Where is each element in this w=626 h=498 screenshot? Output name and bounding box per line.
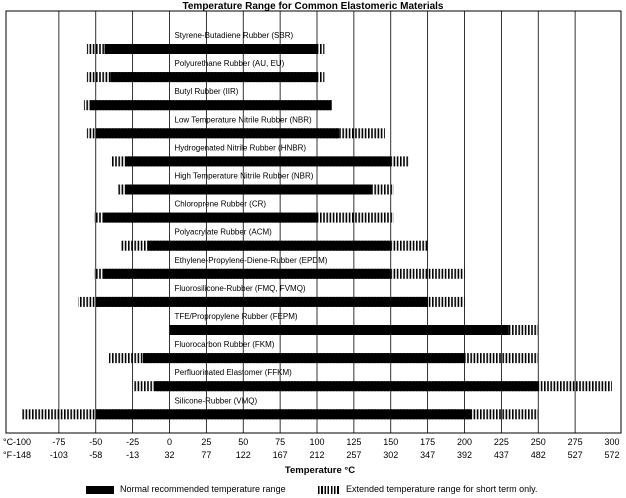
x-tick-label-f: 572 (604, 450, 620, 460)
material-label: Silicone-Rubber (VMQ) (174, 396, 258, 406)
normal-range-bar (96, 128, 339, 138)
normal-range-bar (103, 269, 391, 279)
normal-range-bar (90, 100, 332, 110)
x-tick-label-c: 50 (238, 437, 249, 447)
x-tick-label-f: 77 (201, 450, 212, 460)
fahrenheit-row-label: °F (3, 450, 13, 460)
x-tick-label-c: 75 (275, 437, 286, 447)
normal-range-bar (96, 297, 428, 307)
x-tick-label-c: 225 (493, 437, 509, 447)
normal-range-bar (147, 241, 390, 251)
normal-range-bar (125, 185, 371, 195)
material-label: Ethylene-Propylene-Diene-Rubber (EPDM) (174, 255, 328, 265)
x-tick-label-f: 302 (383, 450, 399, 460)
normal-range-bar (96, 409, 472, 419)
material-label: Hydrogenated Nitrile Rubber (HNBR) (174, 143, 307, 153)
x-tick-label-c: -75 (52, 437, 66, 447)
material-label: Butyl Rubber (IIR) (174, 87, 239, 97)
x-tick-label-f: 392 (456, 450, 473, 460)
normal-range-bar (155, 381, 539, 391)
x-tick-label-c: 150 (383, 437, 399, 447)
x-tick-label-f: 257 (346, 450, 362, 460)
x-tick-label-f: -103 (49, 450, 68, 460)
material-label: Fluorocarbon Rubber (FKM) (174, 340, 275, 350)
x-tick-label-c: -50 (89, 437, 103, 447)
chart-title: Temperature Range for Common Elastomeric Materials (182, 1, 444, 12)
x-tick-label-c: 0 (166, 437, 173, 447)
normal-range-bar (170, 325, 509, 335)
x-tick-label-f: -58 (89, 450, 103, 460)
x-tick-label-c: 25 (201, 437, 212, 447)
normal-range-bar (143, 353, 465, 363)
celsius-row-label: °C (3, 437, 14, 447)
material-label: Styrene-Butadiene Rubber (SBR) (174, 31, 294, 40)
material-label: Perfluorinated Elastomer (FFKM) (174, 368, 292, 378)
x-tick-label-c: 200 (456, 437, 473, 447)
x-tick-label-f: 482 (530, 450, 546, 460)
normal-range-bar (125, 156, 391, 166)
x-tick-label-f: 212 (309, 450, 325, 460)
x-tick-label-c: 250 (530, 437, 546, 447)
x-tick-label-f: 167 (272, 450, 288, 460)
material-label: Polyurethane Rubber (AU, EU) (174, 59, 285, 69)
x-tick-label-c: -100 (12, 437, 32, 447)
material-label: Polyacrylate Rubber (ACM) (174, 227, 272, 237)
legend-swatch-normal (86, 486, 114, 494)
x-tick-label-c: -25 (126, 437, 140, 447)
x-tick-label-f: 527 (567, 450, 583, 460)
material-label: TFE/Propropylene Rubber (FEPM) (174, 312, 298, 321)
x-tick-label-c: 100 (309, 437, 325, 447)
x-tick-label-c: 275 (567, 437, 583, 447)
material-label: Chloroprene Rubber (CR) (174, 199, 267, 209)
x-tick-label-f: 122 (235, 450, 251, 460)
legend-swatch-extended (318, 486, 340, 494)
x-tick-label-c: 300 (604, 437, 620, 447)
x-tick-label-c: 125 (346, 437, 362, 447)
x-tick-label-f: 32 (164, 450, 175, 460)
legend (0, 484, 626, 498)
material-label: High Temperature Nitrile Rubber (NBR) (174, 171, 314, 181)
x-tick-label-f: -13 (126, 450, 140, 460)
legend-label-extended: Extended temperature range for short term only. (346, 484, 538, 494)
material-label: Fluorosilicone-Rubber (FMQ, FVMQ) (174, 283, 306, 293)
normal-range-bar (105, 44, 317, 54)
x-tick-label-f: 347 (420, 450, 436, 460)
x-tick-label-c: 175 (420, 437, 436, 447)
material-label: Low Temperature Nitrile Rubber (NBR) (174, 115, 312, 125)
x-tick-label-f: 437 (493, 450, 509, 460)
normal-range-bar (111, 72, 318, 82)
legend-label-normal: Normal recommended temperature range (120, 484, 286, 494)
normal-range-bar (103, 213, 317, 223)
x-axis-title: Temperature °C (284, 465, 356, 476)
x-tick-label-f: -148 (12, 450, 32, 460)
